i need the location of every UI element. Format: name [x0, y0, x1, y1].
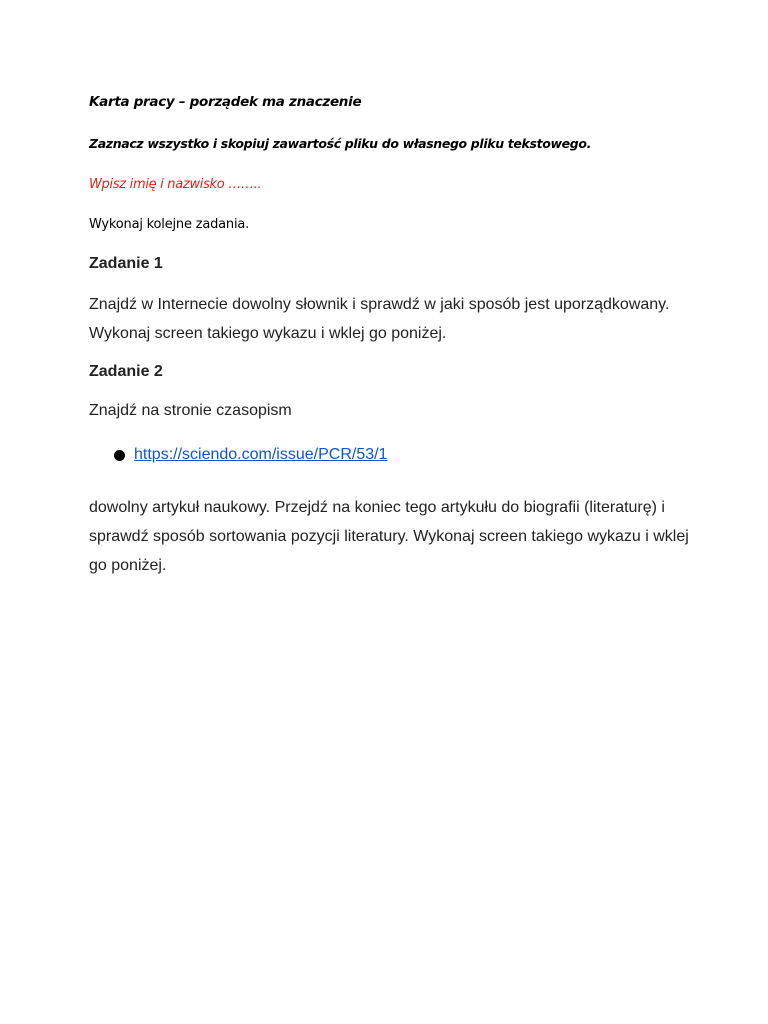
document-content: [89, 92, 689, 580]
document-title: Karta pracy – porządek ma znaczenie: [89, 94, 362, 110]
task1-heading: Zadanie 1: [89, 255, 163, 272]
task2-heading: Zadanie 2: [89, 363, 163, 380]
task1-text: Znajdź w Internecie dowolny słownik i sprawdź w jaki sposób jest uporządkowany. Wykonaj screen takiego wykazu i wklej go poniżej.: [89, 296, 670, 342]
task2-text-after: dowolny artykuł naukowy. Przejdź na koniec tego artykułu do biografii (literaturę) i sprawdź sposób sortowania pozycji literatury. Wykonaj screen takiego wykazu i wklej go poniżej.: [89, 499, 689, 574]
link-list-item: [89, 445, 689, 465]
name-prompt: Wpisz imię i nazwisko ……..: [89, 177, 262, 192]
intro-text: Wykonaj kolejne zadania.: [89, 217, 250, 232]
copy-instruction: Zaznacz wszystko i skopiuj zawartość pliku do własnego pliku tekstowego.: [89, 136, 592, 151]
bullet-icon: [114, 450, 125, 461]
journal-link[interactable]: https://sciendo.com/issue/PCR/53/1: [134, 446, 388, 463]
task2-text-before: Znajdź na stronie czasopism: [89, 402, 292, 419]
